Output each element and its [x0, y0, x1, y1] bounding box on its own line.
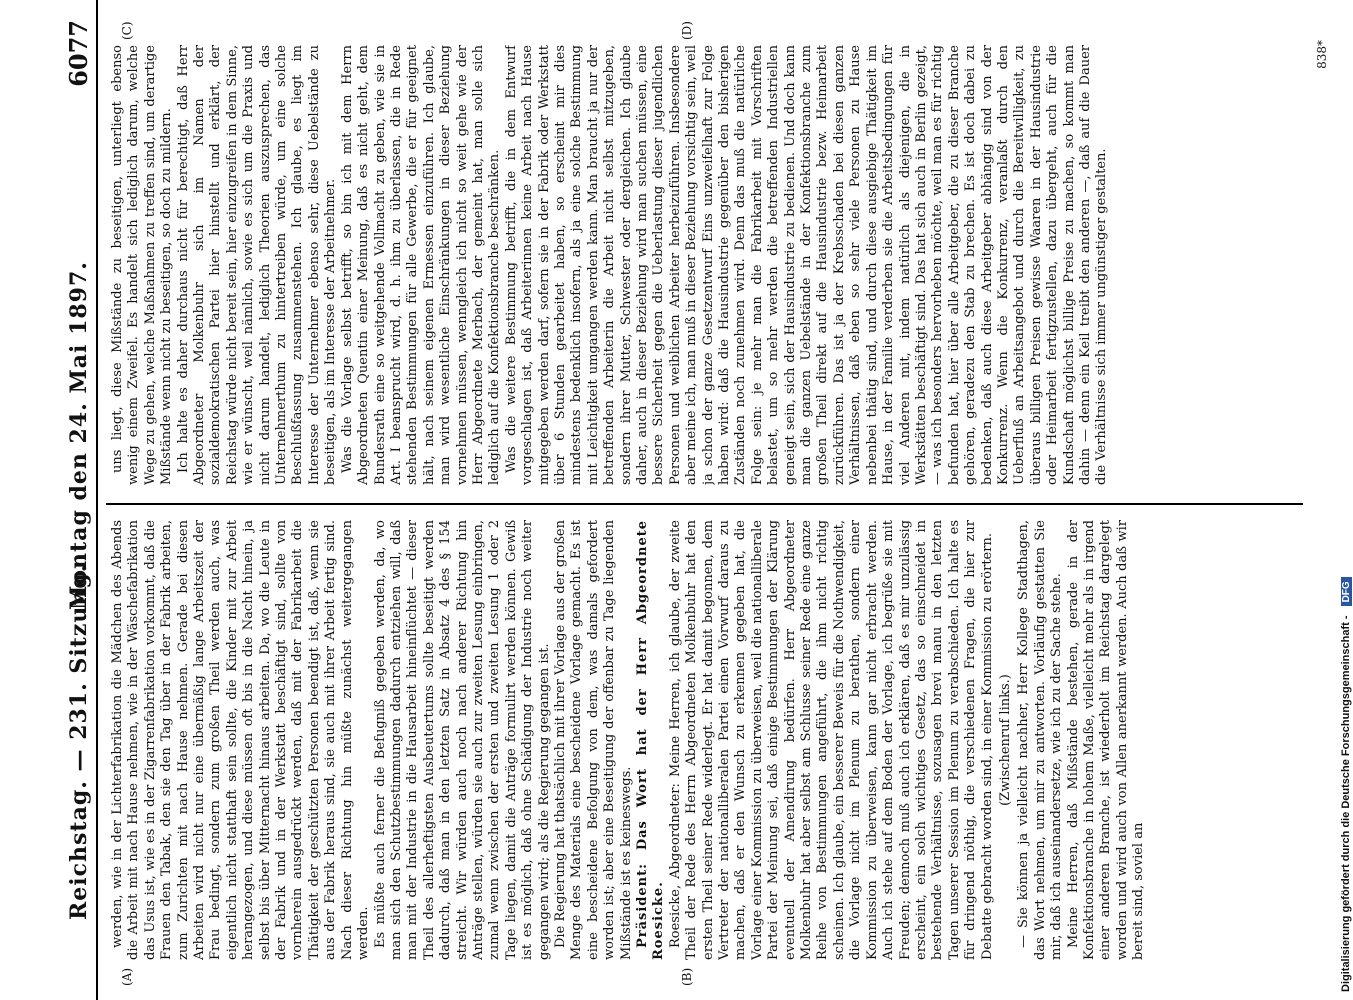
right-column	[110, 45, 1313, 485]
column-divider	[106, 503, 1303, 505]
left-paragraph-1: werden, wie in der Lichterfabrikation die Mädchen des Abends die Arbeit mit nach Hause nehmen, wie in der Wäschefabrikation das Usus ist, wie es in der Zigarrenfabrikation vorkommt, daß die Frauen den Tabak, den sie den Tag über in der Fabrik arbeiten, zum Zurichten mit nach Hause nehmen. Gerade bei diesen Arbeiten wird nicht nur eine übermäßig lange Arbeitszeit der Frau bedingt, sondern zum großen Theil werden auch, was eigentlich nicht statthaft sein sollte, die Kinder mit zur Arbeit herangezogen, und diese müssen oft bis in die Nacht hinein, ja selbst bis über Mitternacht hinaus arbeiten. Da, wo die Leute in der Fabrik und in der Werkstatt beschäftigt sind, sollte von vornherein ausgedrückt werden, daß mit der Fabrikarbeit die Thätigkeit der geschützten Personen beendigt ist, daß, wenn sie aus der Fabrik heraus sind, sie auch mit ihrer Arbeit fertig sind. Nach dieser Richtung hin müßte zunächst weitergegangen werden.	[110, 520, 372, 960]
right-paragraph-1: uns liegt, diese Mißstände zu beseitigen, unterliegt ebenso wenig einem Zweifel. Es handelt sich lediglich darum, welche Wege zu gehen, welche Maßnahmen zu treffen sind, um derartige Mißstände wenn nicht zu beseitigen, so doch zu mildern.	[110, 45, 175, 485]
margin-marker-d: (D)	[680, 21, 694, 40]
right-paragraph-4: Was die weitere Bestimmung betrifft, die in dem Entwurf vorgeschlagen ist, daß Arbeiterinnen keine Arbeit nach Hause mitgegeben werden darf, sofern sie in der Fabrik oder Werkstatt über 6 Stunden gearbeitet haben, so erscheint mir dies mindestens bedenklich insofern, als ja eine solche Bestimmung mit Leichtigkeit umgangen werden kann. Man braucht ja nur der betreffenden Arbeiterin die Arbeit nicht selbst mitzugeben, sondern ihrer Mutter, Schwester oder dergleichen. Ich glaube daher, auch in dieser Beziehung wird man suchen müssen, eine bessere Sicherheit gegen die Ueberlastung dieser jugendlichen Personen und weiblichen Arbeiter herbeizuführen. Insbesondere aber meine ich, man muß in dieser Beziehung vorsichtig sein, weil ja schon der ganze Gesetzentwurf Eins unzweifelhaft zur Folge haben wird: daß die Hausindustrie gegenüber den bisherigen Zuständen noch zunehmen wird. Denn das muß die natürliche Folge sein: je mehr man die Fabrikarbeit mit Vorschriften belastet, um so mehr werden die betreffenden Industriellen geneigt sein, sich der Hausindustrie zu bedienen. Und doch kann man die ganzen Uebelstände in der Konfektionsbranche zum großen Theil direkt auf die Hausindustrie bezw. Heimarbeit zurückführen. Das ist ja der Krebsschaden bei diesen ganzen Verhältnissen, daß eben so sehr viele Personen zu Hause nebenbei thätig sind, und durch diese ausgiebige Thätigkeit im Hause, in der Familie verderben sie die Arbeitsbedingungen für viel Anderen mit, indem natürlich als diejenigen, die in Werkstätten beschäftigt sind. Das hat sich auch in Berlin gezeigt, — was ich besonders hervorheben möchte, weil man es für richtig befunden hat, hier über alle Arbeitgeber, die zu dieser Branche gehören, geradezu den Stab zu brechen. Es ist doch dabei zu bedenken, daß auch diese Arbeitgeber abhängig sind von der Konkurrenz. Wenn die Konkurrenz, veranlaßt durch den Ueberfluß an Arbeitsangebot und durch die Bereitwilligkeit, zu überaus billigen Preisen gewisse Waaren in der Hausindustrie oder Heimarbeit fertigzustellen, dazu übergeht, auch für die Kundschaft möglichst billige Preise zu machen, so kommt man dahin — denn ein Keil treibt den anderen —, daß auf die Dauer die Verhältnisse sich immer ungünstiger gestalten.	[503, 45, 1110, 485]
margin-marker-c: (C)	[120, 21, 134, 40]
margin-marker-b: (B)	[680, 967, 694, 986]
right-paragraph-2: Ich halte es daher durchaus nicht für berechtigt, daß Herr Abgeordneter Molkenbuhr sich im Namen der sozialdemokratischen Partei hier hinstellt und erklärt, der Reichstag würde nicht bereit sein, hier einzugreifen in dem Sinne, wie er wünscht, weil nämlich, sowie es sich um die Praxis und nicht darum handelt, lediglich Theorien auszusprechen, das Unternehmerthum zu hintertreiben würde, um eine solche Beschlußfassung zusammenstehen. Ich glaube, es liegt im Interesse der Unternehmer ebenso sehr, diese Uebelstände zu beseitigen, als im Interesse der Arbeitnehmer.	[175, 45, 339, 485]
president-line: Präsident: Das Wort hat der Herr Abgeordnete Roesicke.	[635, 520, 667, 960]
header-session: Reichstag. — 231. Sitzung.	[66, 563, 92, 920]
left-paragraph-6: Meine Herren, daß Mißstände bestehen, gerade in der Konfektionsbranche in hohem Maße, vielleicht mehr als in irgend einer anderen Branche, ist wiederholt im Reichstag dargelegt worden und wird auch von Allen anerkannt werden. Auch daß wir bereit sind, soviel an	[1065, 520, 1147, 960]
left-column	[110, 520, 1313, 960]
page-header	[60, 0, 98, 1000]
signature-number: 838*	[1315, 40, 1329, 69]
header-page-number: 6077	[64, 20, 93, 87]
credit-text: Digitalisierung gefördert durch die Deutsche Forschungsgemeinschaft -	[1340, 615, 1352, 992]
right-paragraph-3: Was die Vorlage selbst betrifft, so bin ich mit dem Herrn Abgeordneten Quentin einer Meinung, daß es nicht geht, dem Bundesrath eine so weitgehende Vollmacht zu geben, wie sie in Art. I beansprucht wird, d. h. ihm zu überlassen, die in Rede stehenden Bestimmungen für alle Gewerbe, die er für geeignet hält, nach seinem eigenen Ermessen einzuführen. Ich glaube, man wird wesentliche Einschränkungen in dieser Beziehung vornehmen müssen, wenngleich ich nicht so weit gehe wie der Herr Abgeordnete Merbach, der gemeint hat, man solle sich lediglich auf die Konfektionsbranche beschränken.	[339, 45, 503, 485]
dfg-logo: DFG	[1341, 577, 1352, 606]
header-date: Montag den 24. Mai 1897.	[66, 261, 92, 610]
interjection: (Zwischenruf links.)	[997, 674, 1013, 806]
left-paragraph-2: Es müßte auch ferner die Befugniß gegeben werden, da, wo man sich den Schutzbestimmungen dadurch entziehen will, daß man mit der Industrie in die Hausarbeit hineinflüchtet — dieser Theil des allerheftigsten Ausbeutertums sollte beseitigt werden dadurch, daß man in den letzten Satz in Absatz 4 des § 154 streicht. Wir würden auch noch nach anderer Richtung hin Anträge stellen, würden sie auch zur zweiten Lesung einbringen, zumal wenn zwischen der ersten und zweiten Lesung 1 oder 2 Tage liegen, damit die Anträge formulirt werden können. Gewiß ist es möglich, daß ohne Schädigung der Industrie noch weiter gegangen wird; als die Regierung gegangen ist.	[372, 520, 552, 960]
left-paragraph-3: Die Regierung hat thatsächlich mit ihrer Vorlage aus der großen Menge des Materials eine bescheidene Vorlage gemacht. Es ist eine bescheidene Befolgung von dem, was damals gefordert worden ist; aber eine Beseitigung der offenbar zu Tage liegenden Mißstände ist es keineswegs.	[552, 520, 634, 960]
left-paragraph-4: Roesicke, Abgeordneter: Meine Herren, ich glaube, der zweite Theil der Rede des Herrn Abgeordneten Molkenbuhr hat den ersten Theil seiner Rede widerlegt. Er hat damit begonnen, dem Vertreter der nationalliberalen Partei einen Vorwurf daraus zu machen, daß er den Wunsch zu erkennen gegeben hat, die Vorlage einer Kommission zu überweisen, weil die nationalliberale Partei der Meinung sei, daß einige Bestimmungen der Klärung eventuell der Amendirung bedürfen. Herr Abgeordneter Molkenbuhr hat aber selbst am Schlusse seiner Rede eine ganze Reihe von Bestimmungen angeführt, die ihm nicht richtig scheinen. Ich glaube, ein besserer Beweis für die Nothwendigkeit, die Vorlage nicht im Plenum zu berathen, sondern einer Kommission zu überweisen, kann gar nicht erbracht werden. Auch ich stehe auf dem Boden der Vorlage, ich begrüße sie mit Freuden; dennoch muß auch ich erklären, daß es mir unzulässig erscheint, ein solch wichtiges Gesetz, das so einschneidet in bestehende Verhältnisse, sozusagen brevi manu in den letzten Tagen unserer Session im Plenum zu verabschieden. Ich halte es für dringend nöthig, die verschiedenen Fragen, die hier zur Debatte gebracht worden sind, in einer Kommission zu erörtern.	[667, 520, 995, 960]
left-paragraph-5: — Sie können ja vielleicht nachher, Herr Kollege Stadthagen, das Wort nehmen, um mir zu antworten. Vorläufig gestatten Sie mir, daß ich auseinandersetze, wie ich zu der Sache stehe.	[1016, 520, 1065, 960]
digitization-credit	[1340, 0, 1352, 992]
margin-marker-a: (A)	[120, 967, 134, 986]
